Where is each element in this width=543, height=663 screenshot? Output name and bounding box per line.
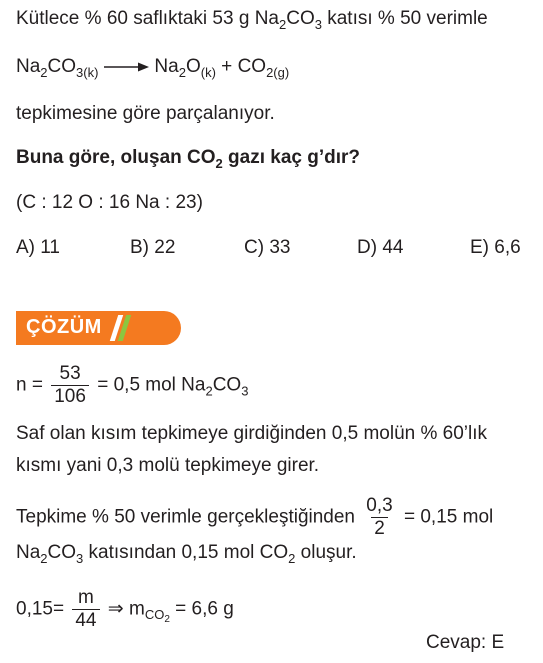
- solution-step-2-line-2: kısmı yani 0,3 molü tepkimeye girer.: [16, 455, 320, 476]
- solution-step-5: 0,15= $\frac{m}{44}$ ⇒ $m_{CO_2} = 6,6$ g: [16, 587, 234, 631]
- option-c[interactable]: C) 33: [244, 237, 291, 258]
- fraction-53-106: $\frac{53}{106}$: [51, 364, 89, 407]
- answer-label: Cevap: E: [426, 632, 505, 653]
- solution-badge-label: ÇÖZÜM: [26, 316, 102, 338]
- option-b[interactable]: B) 22: [130, 237, 176, 258]
- solution-step-2-line-1: Saf olan kısım tepkimeye girdiğinden 0,5 molün % 60’lık: [16, 423, 488, 444]
- reaction-arrow-icon: [102, 61, 150, 73]
- option-d[interactable]: D) 44: [357, 237, 404, 258]
- option-e[interactable]: E) 6,6: [470, 237, 521, 258]
- solution-step-3: Tepkime % 50 verimle gerçekleştiğinden $\frac{0,3}{2}$ = 0,15 mol: [16, 495, 494, 539]
- solution-step-1: n = $\frac{53}{106}$ = 0,5 mol $Na_2CO_3$: [16, 363, 249, 407]
- implies-arrow-icon: ⇒: [107, 598, 124, 620]
- question-prompt: Buna göre, oluşan $CO_2$ gazı kaç g’dır?: [16, 147, 361, 171]
- fraction-m-44: $\frac{m}{44}$: [72, 588, 99, 631]
- option-a[interactable]: A) 11: [16, 237, 61, 258]
- m-subscript: CO2: [144, 607, 170, 626]
- solution-badge: [16, 311, 181, 345]
- question-line-3: tepkimesine göre parçalanıyor.: [16, 103, 275, 124]
- fraction-0-3-over-2: $\frac{0,3}{2}$: [366, 495, 393, 539]
- question-line-1: Kütlece % 60 saflıktaki 53 g $Na_2CO_3$ katısı % 50 verimle: [16, 8, 488, 32]
- solution-step-4: $Na_2CO_3$ katısından 0,15 mol $CO_2$ oluşur.: [16, 542, 357, 566]
- reaction-equation: $Na_2CO_{3(k)}$ $Na_2O_{(k)} + CO_{2(g)}$: [16, 56, 290, 80]
- atomic-masses: (C : 12 O : 16 Na : 23): [16, 192, 203, 213]
